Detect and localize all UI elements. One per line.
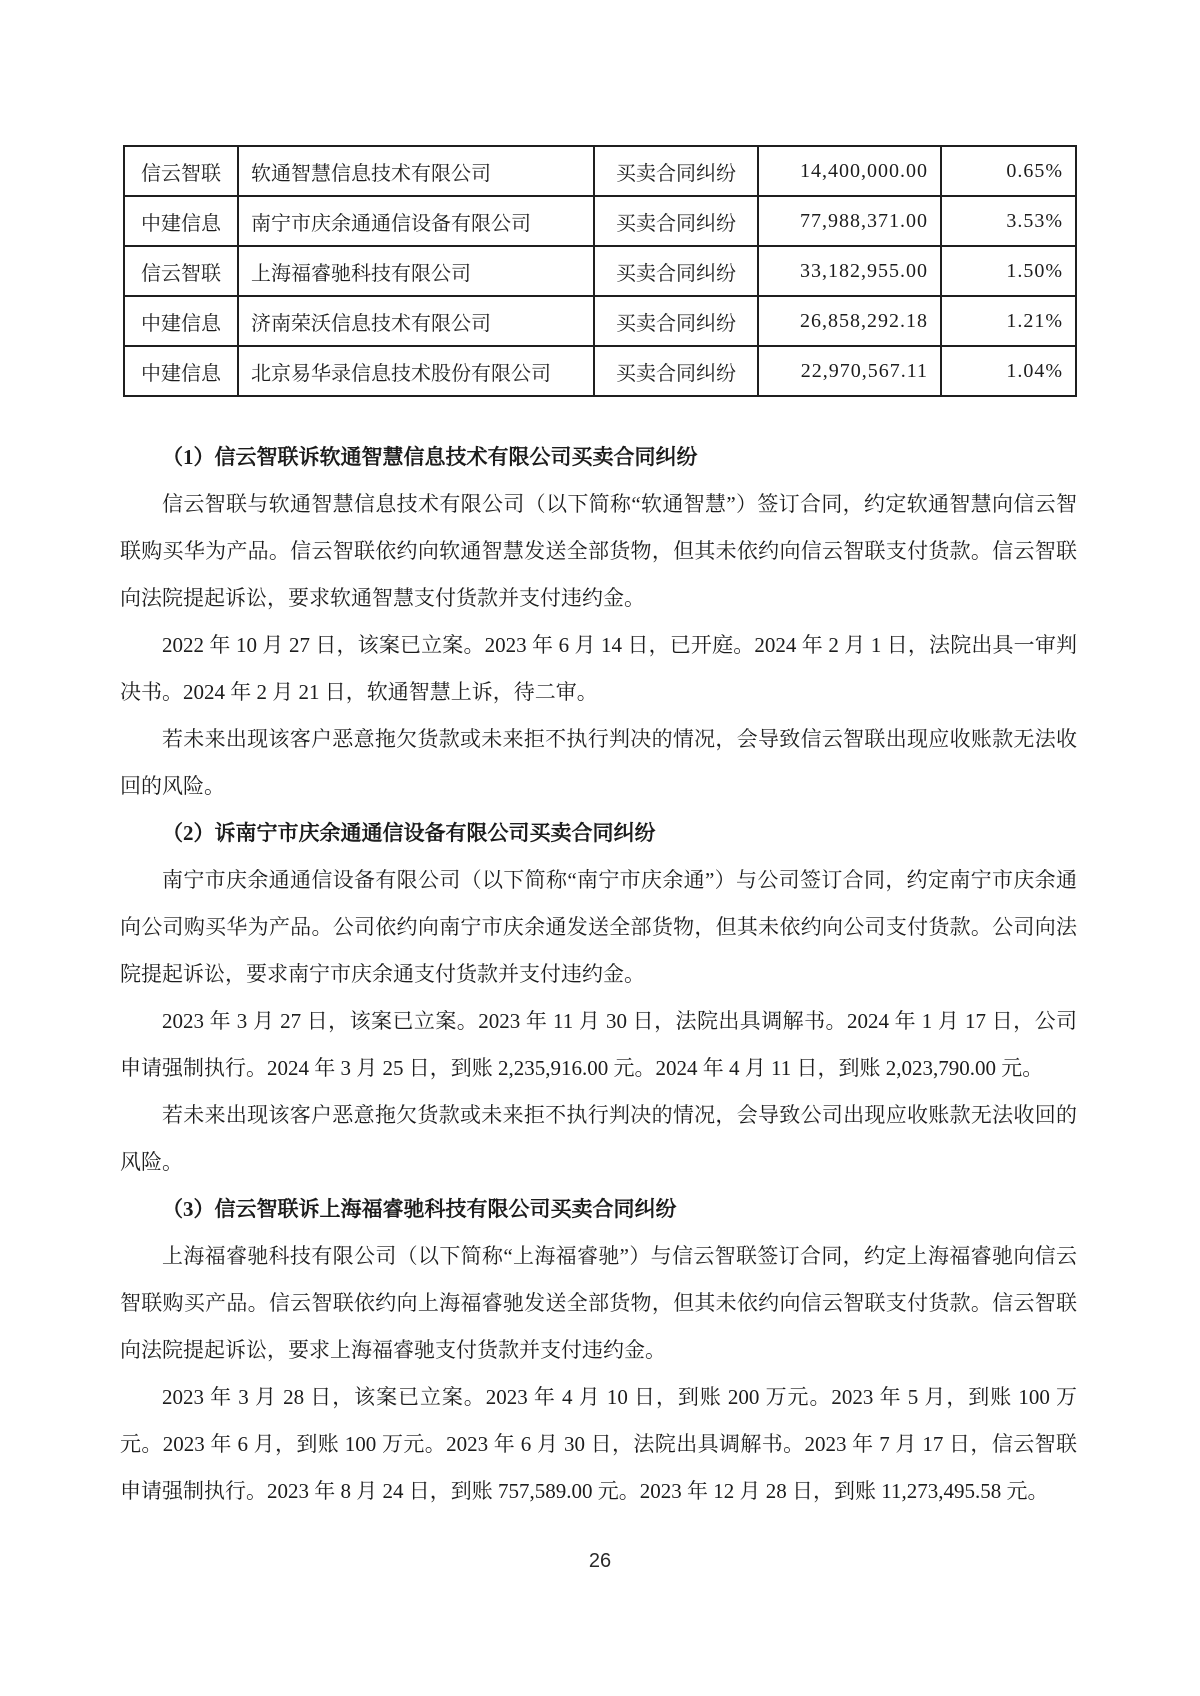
section-2-paragraph: 南宁市庆余通通信设备有限公司（以下简称“南宁市庆余通”）与公司签订合同，约定南宁市庆余通向公司购买华为产品。公司依约向南宁市庆余通发送全部货物，但其未依约向公司支付货款。公司向法院提起诉讼，要求南宁市庆余通支付货款并支付违约金。 <box>120 868 1077 986</box>
table-row <box>124 246 1076 296</box>
plaintiff-cell: 中建信息 <box>124 196 238 246</box>
table-row <box>124 146 1076 196</box>
case-type-cell: 买卖合同纠纷 <box>594 296 758 346</box>
plaintiff-cell: 中建信息 <box>124 346 238 396</box>
case-type-cell: 买卖合同纠纷 <box>594 146 758 196</box>
defendant-cell: 济南荣沃信息技术有限公司 <box>238 296 594 346</box>
section-1-paragraph: 2022 年 10 月 27 日，该案已立案。2023 年 6 月 14 日，已开庭。2024 年 2 月 1 日，法院出具一审判决书。2024 年 2 月 21 日，软通智慧上诉，待二审。 <box>120 633 1077 704</box>
ratio-cell: 1.50% <box>941 246 1076 296</box>
defendant-cell: 南宁市庆余通通信设备有限公司 <box>238 196 594 246</box>
section-1-heading: （1）信云智联诉软通智慧信息技术有限公司买卖合同纠纷 <box>162 445 698 469</box>
section-3-heading: （3）信云智联诉上海福睿驰科技有限公司买卖合同纠纷 <box>162 1197 677 1221</box>
defendant-cell: 上海福睿驰科技有限公司 <box>238 246 594 296</box>
section-3-paragraph: 2023 年 3 月 28 日，该案已立案。2023 年 4 月 10 日，到账 200 万元。2023 年 5 月，到账 100 万元。2023 年 6 月，到账 100 万元。2023 年 6 月 30 日，法院出具调解书。2023 年 7 月 17 日，信云智联申请强制执行。2023 年 8 月 24 日，到账 757,589.00 元。2023 年 12 月 28 日，到账 11,273,495.58 元。 <box>120 1385 1077 1503</box>
amount-cell: 77,988,371.00 <box>758 196 941 246</box>
ratio-cell: 0.65% <box>941 146 1076 196</box>
defendant-cell: 软通智慧信息技术有限公司 <box>238 146 594 196</box>
ratio-cell: 3.53% <box>941 196 1076 246</box>
case-type-cell: 买卖合同纠纷 <box>594 346 758 396</box>
body-text <box>120 434 1077 1515</box>
section-2-paragraph: 2023 年 3 月 27 日，该案已立案。2023 年 11 月 30 日，法院出具调解书。2024 年 1 月 17 日，公司申请强制执行。2024 年 3 月 25 日，到账 2,235,916.00 元。2024 年 4 月 11 日，到账 2,023,790.00 元。 <box>120 1009 1077 1080</box>
section-1-paragraph: 信云智联与软通智慧信息技术有限公司（以下简称“软通智慧”）签订合同，约定软通智慧向信云智联购买华为产品。信云智联依约向软通智慧发送全部货物，但其未依约向信云智联支付货款。信云智联向法院提起诉讼，要求软通智慧支付货款并支付违约金。 <box>120 492 1077 610</box>
amount-cell: 26,858,292.18 <box>758 296 941 346</box>
table-row <box>124 346 1076 396</box>
ratio-cell: 1.21% <box>941 296 1076 346</box>
section-3-paragraph: 上海福睿驰科技有限公司（以下简称“上海福睿驰”）与信云智联签订合同，约定上海福睿驰向信云智联购买产品。信云智联依约向上海福睿驰发送全部货物，但其未依约向信云智联支付货款。信云智联向法院提起诉讼，要求上海福睿驰支付货款并支付违约金。 <box>120 1244 1077 1362</box>
plaintiff-cell: 中建信息 <box>124 296 238 346</box>
case-type-cell: 买卖合同纠纷 <box>594 246 758 296</box>
section-1-paragraph: 若未来出现该客户恶意拖欠货款或未来拒不执行判决的情况，会导致信云智联出现应收账款无法收回的风险。 <box>120 727 1077 798</box>
plaintiff-cell: 信云智联 <box>124 246 238 296</box>
plaintiff-cell: 信云智联 <box>124 146 238 196</box>
litigation-table <box>123 145 1077 397</box>
ratio-cell: 1.04% <box>941 346 1076 396</box>
defendant-cell: 北京易华录信息技术股份有限公司 <box>238 346 594 396</box>
table-row <box>124 296 1076 346</box>
table-row <box>124 196 1076 246</box>
section-2-paragraph: 若未来出现该客户恶意拖欠货款或未来拒不执行判决的情况，会导致公司出现应收账款无法收回的风险。 <box>120 1103 1077 1174</box>
section-2-heading: （2）诉南宁市庆余通通信设备有限公司买卖合同纠纷 <box>162 821 656 845</box>
case-type-cell: 买卖合同纠纷 <box>594 196 758 246</box>
amount-cell: 14,400,000.00 <box>758 146 941 196</box>
page-number: 26 <box>588 1550 612 1572</box>
amount-cell: 33,182,955.00 <box>758 246 941 296</box>
amount-cell: 22,970,567.11 <box>758 346 941 396</box>
